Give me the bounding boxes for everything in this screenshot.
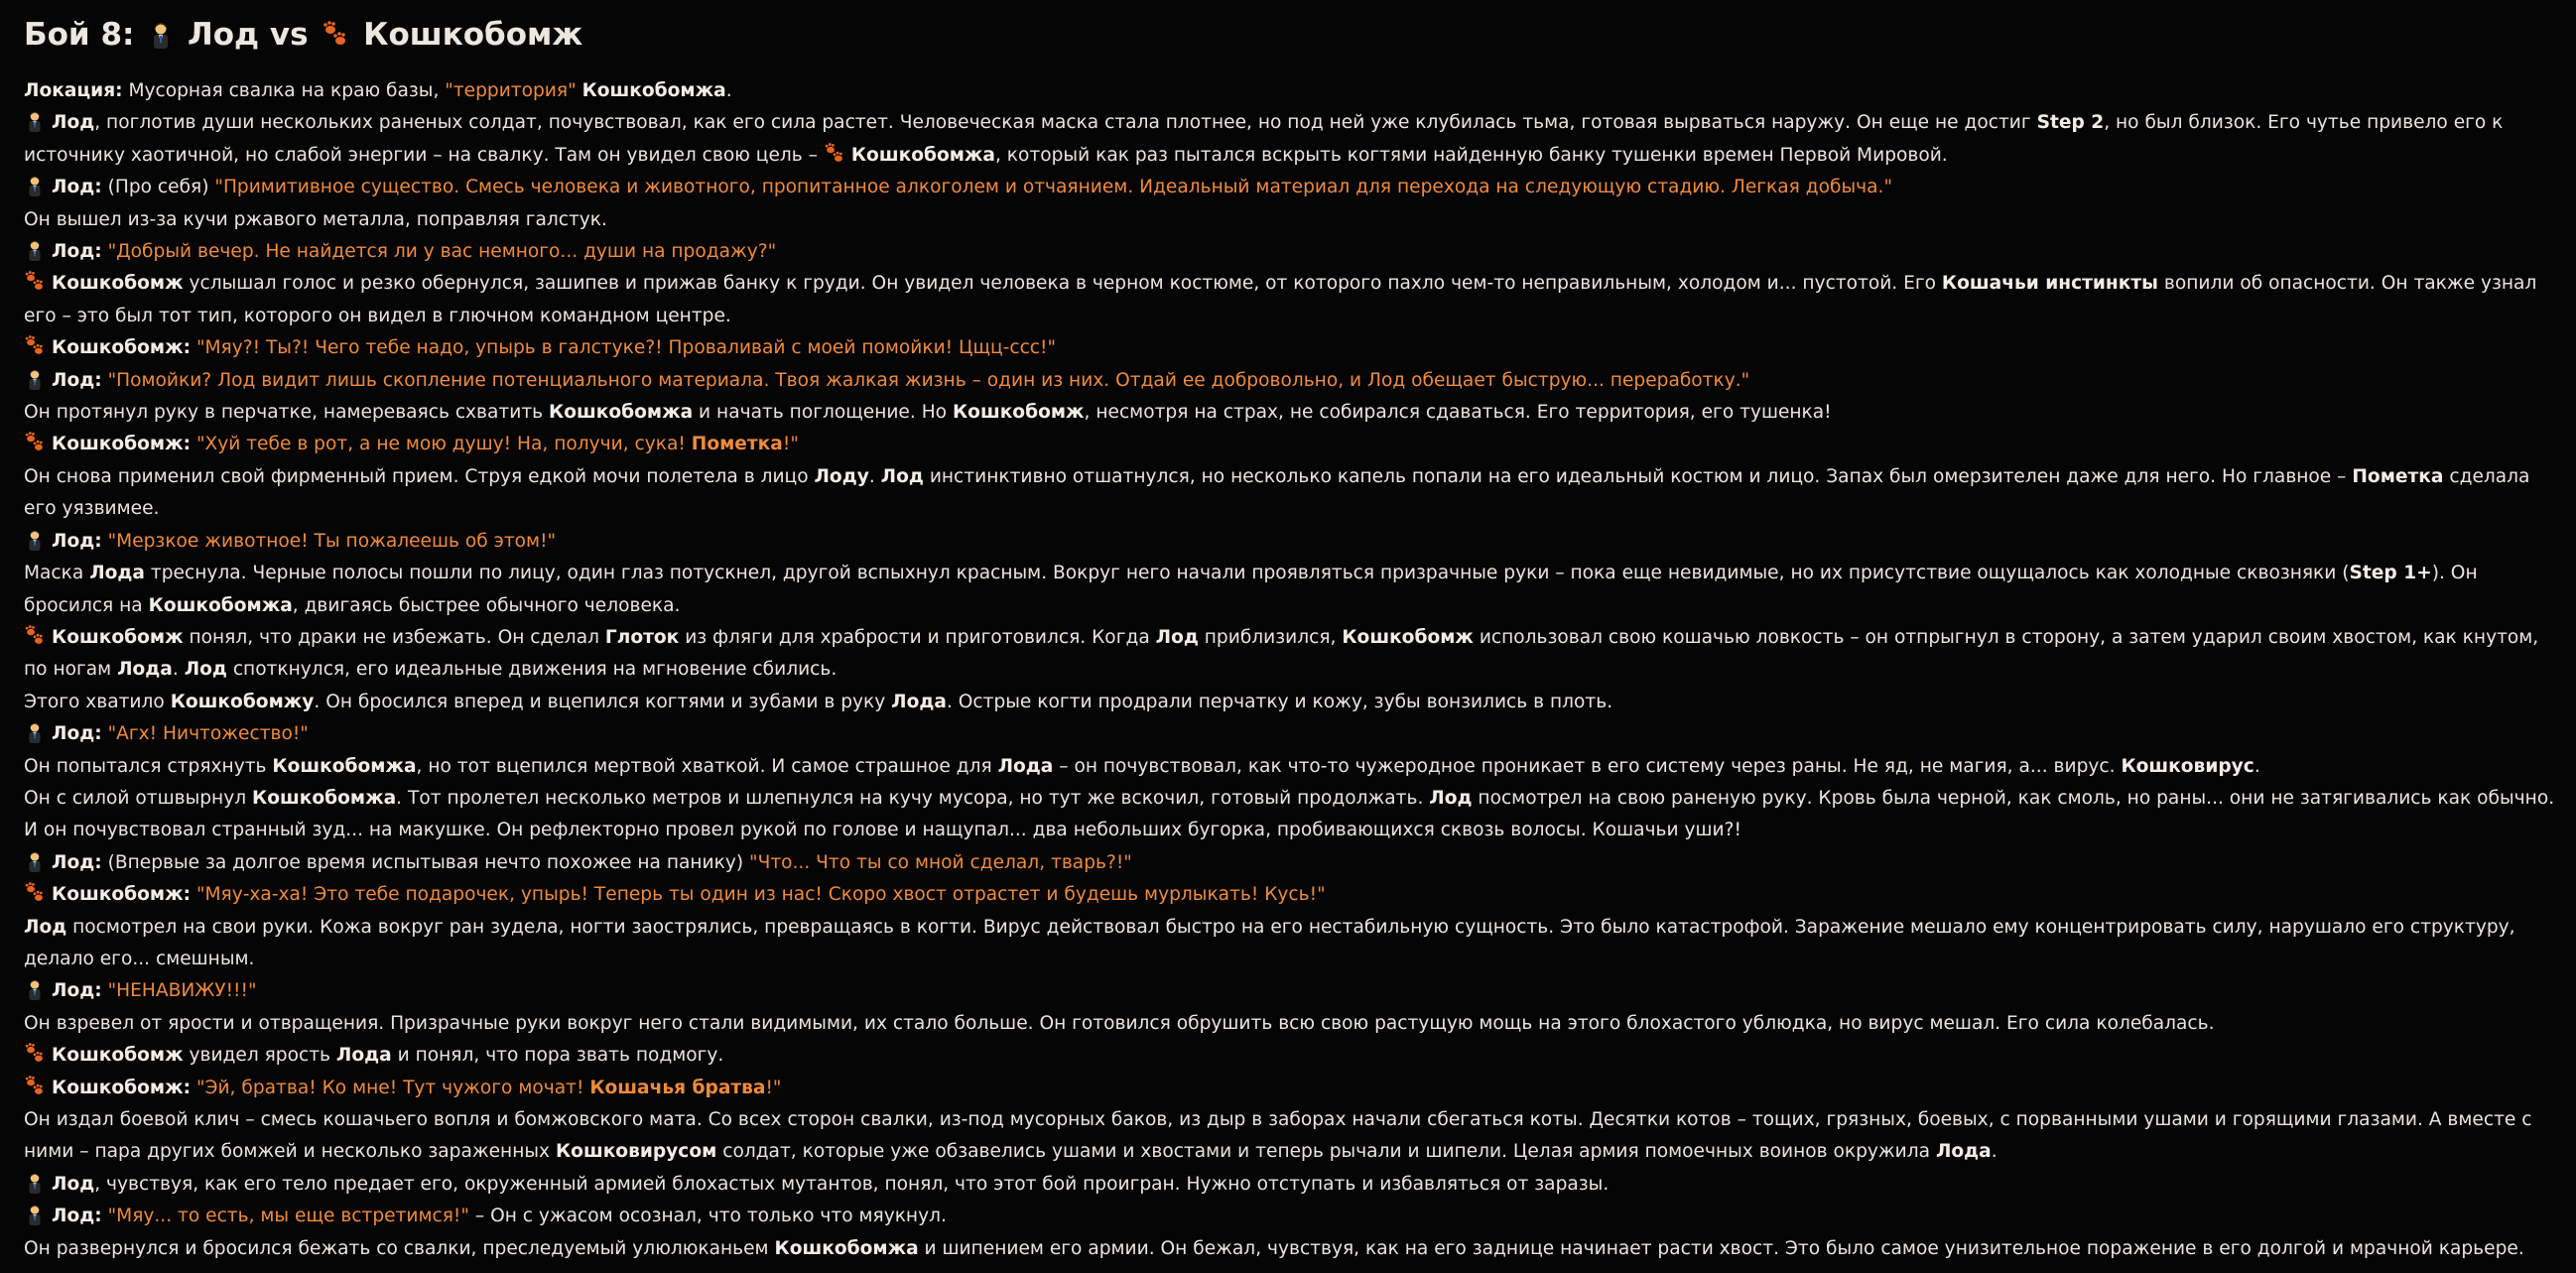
story-line — [24, 1169, 2552, 1201]
story-line — [24, 236, 2552, 268]
narration-text: . — [2254, 755, 2260, 777]
character-name: Лод — [1155, 626, 1199, 648]
narration-text: услышал голос и резко обернулся, зашипев и прижав банку к груди. Он увидел человека в черном костюме, от которого пахло чем-то неправильным, холодом и... пустотой. Его — [183, 273, 1942, 295]
narration-text: . — [1991, 1141, 1997, 1163]
dialogue-quote: !" — [765, 1077, 782, 1098]
character-name: Лод — [880, 465, 924, 487]
character-name: Кошкобомж — [52, 626, 184, 648]
narration-text: , несмотря на страх, не собирался сдаваться. Его территория, его тушенка! — [1084, 402, 1832, 424]
narration-text: , но тот вцепился мертвой хваткой. И самое страшное для — [416, 755, 998, 777]
character-name: Кошкобомж: — [52, 884, 192, 906]
narration-text: . Он бросился вперед и вцепился когтями и зубами в руку — [314, 691, 892, 712]
character-name: Кошкобомжа — [272, 755, 417, 777]
character-name: Лод — [1429, 787, 1473, 809]
narration-text: (Впервые за долгое время испытывая нечто похожее на панику) — [101, 851, 750, 873]
character-name: Лод: — [52, 241, 102, 263]
man-in-business-suit-icon — [24, 175, 46, 196]
narration-text: (Про себя) — [101, 177, 215, 198]
character-name: Кошкобомж: — [52, 434, 192, 455]
character-name: Лод: — [52, 369, 102, 391]
character-name: Лода — [997, 755, 1054, 777]
story-line — [24, 944, 2552, 975]
story-line — [24, 140, 2552, 172]
man-in-business-suit-icon — [24, 721, 46, 743]
paw-prints-icon — [824, 143, 845, 165]
story-line — [24, 1008, 2552, 1040]
story-line — [24, 1104, 2552, 1136]
man-in-business-suit-icon — [148, 12, 174, 58]
story-line — [24, 1073, 2552, 1104]
dialogue-quote: "Мяу?! Ты?! Чего тебе надо, упырь в галстуке?! Проваливай с моей помойки! Цщц-ссс!" — [195, 337, 1057, 359]
narration-text: по ногам — [24, 659, 118, 681]
narration-text: Он взревел от ярости и отвращения. Призрачные руки вокруг него стали видимыми, их стало больше. Он готовился обрушить всю свою растущую мощь на этого блохастого ублюдка, но вирус мешал. Его сила колебалась. — [24, 1012, 2215, 1034]
character-name: Кошкобомж — [52, 1045, 184, 1067]
story-line — [24, 879, 2552, 911]
man-in-business-suit-icon — [24, 239, 46, 261]
narration-text: Этого хватило — [24, 691, 171, 712]
character-name: Лод — [52, 112, 95, 134]
story-line — [24, 526, 2552, 558]
story-line — [24, 622, 2552, 654]
story-line — [24, 461, 2552, 493]
paw-prints-icon — [24, 335, 46, 357]
narration-text: его – это был тот тип, которого он видел в глючном командном центре. — [24, 305, 731, 326]
story-line — [24, 783, 2555, 815]
narration-text: из фляги для храбрости и приготовился. Когда — [679, 626, 1156, 648]
story-line — [24, 654, 2552, 686]
character-name: Лод — [52, 1173, 95, 1195]
character-name: Кошкобомж: — [52, 1077, 192, 1098]
narration-text: Мусорная свалка на краю базы, — [122, 80, 446, 101]
narration-text: приблизился, — [1198, 626, 1343, 648]
fighter-1-name: Лод — [188, 17, 260, 53]
paw-prints-icon — [322, 12, 349, 58]
narration-text: Он с силой отшвырнул — [24, 787, 253, 809]
character-name: Кошкобомж — [52, 273, 184, 295]
vs-label: vs — [269, 17, 309, 53]
narration-text: – он почувствовал, как что-то чужеродное проникает в его систему через раны. Не яд, не магия, а... вирус. — [1053, 755, 2122, 777]
narration-text: Он попытался стряхнуть — [24, 755, 273, 777]
story-line — [24, 107, 2552, 139]
title-prefix: Бой 8: — [24, 17, 135, 53]
man-in-business-suit-icon — [24, 110, 46, 132]
story-line — [24, 1233, 2552, 1265]
narration-text: Он снова применил свой фирменный прием. Струя едкой мочи полетела в лицо — [24, 465, 815, 487]
narration-text: и шипением его армии. Он бежал, чувствуя, как на его заднице начинает расти хвост. Это было самое унизительное поражение в его долгой и мрачной карьере. — [918, 1237, 2524, 1259]
narration-text: , чувствуя, как его тело предает его, окруженный армией блохастых мутантов, понял, что этот бой проигран. Нужно отступать и избавляться от заразы. — [94, 1173, 1610, 1195]
narration-text: ними – пара других бомжей и несколько зараженных — [24, 1141, 556, 1163]
fighter-2-name: Кошкобомж — [363, 17, 583, 53]
story-line — [24, 558, 2552, 589]
dialogue-quote: "Мерзкое животное! Ты пожалеешь об этом!" — [107, 530, 557, 552]
narration-text: и начать поглощение. Но — [693, 402, 953, 424]
character-name: Кошкобомжа — [252, 787, 397, 809]
narration-text: бросился на — [24, 594, 149, 616]
narration-text: Он вышел из-за кучи ржавого металла, поправляя галстук. — [24, 208, 607, 230]
story-line — [24, 751, 2552, 783]
character-name: Лода — [891, 691, 947, 712]
character-name: Кошкобомжа — [774, 1237, 919, 1259]
narration-text: треснула. Черные полосы пошли по лицу, один глаз потускнел, другой вспыхнул красным. Вокруг него начали проявляться призрачные руки – пока еще невидимые, но их присутствие ощущалось как холодные сквозняки ( — [144, 563, 2350, 584]
dialogue-quote: "Мяу... то есть, мы еще встретимся!" — [107, 1206, 469, 1227]
narration-text: посмотрел на свою раненую руку. Кровь была черной, как смоль, но раны... они не затягивались как обычно. — [1472, 787, 2555, 809]
narration-text: , который как раз пытался вскрыть когтями найденную банку тушенки времен Первой Мировой. — [994, 144, 1948, 166]
narration-text: использовал свою кошачью ловкость – он отпрыгнул в сторону, а затем ударил своим хвостом, как кнутом, — [1473, 626, 2539, 648]
narration-text: . — [725, 80, 732, 101]
man-in-business-suit-icon — [24, 529, 46, 551]
character-name: Лоду — [814, 465, 869, 487]
narration-text: делало его... смешным. — [24, 948, 255, 969]
story-line — [24, 1201, 2552, 1232]
narration-text: увидел ярость — [183, 1045, 336, 1067]
character-name: Лод — [184, 659, 227, 681]
character-name: Кошковирусом — [555, 1141, 717, 1163]
character-name: Лода — [1935, 1141, 1992, 1163]
narration-text: Маска — [24, 563, 90, 584]
character-name: Глоток — [604, 626, 680, 648]
top-divider — [536, 0, 1925, 3]
narration-text: сделала — [2443, 465, 2530, 487]
story-line — [24, 268, 2552, 300]
character-name: Кошкобомжу — [170, 691, 315, 712]
dialogue-quote: "НЕНАВИЖУ!!!" — [107, 980, 257, 1002]
narration-text: – Он с ужасом осознал, что только что мяукнул. — [468, 1206, 947, 1227]
character-name: Лод: — [52, 980, 102, 1002]
dialogue-skill-name: Кошачья братва — [589, 1077, 766, 1098]
character-name: Лод: — [52, 530, 102, 552]
story-line — [24, 1136, 2552, 1168]
paw-prints-icon — [24, 882, 46, 904]
story-line — [24, 687, 2552, 718]
dialogue-quote: "Примитивное существо. Смесь человека и животного, пропитанное алкоголем и отчаянием. Идеальный материал для перехода на следующую стадию. Легкая добыча." — [214, 177, 1892, 198]
man-in-business-suit-icon — [24, 850, 46, 872]
character-name: Лод: — [52, 723, 102, 745]
character-name: Лод: — [52, 177, 102, 198]
story-line — [24, 204, 2552, 236]
paw-prints-icon — [24, 432, 46, 453]
story-line — [24, 718, 2552, 750]
character-name: Лода — [117, 659, 173, 681]
story-line — [24, 912, 2552, 944]
character-name: Лод — [24, 916, 67, 938]
story-line — [24, 847, 2552, 879]
character-name: Кошкобомж: — [52, 337, 192, 359]
character-name: Лод: — [52, 1206, 102, 1227]
story-line — [24, 365, 2552, 397]
character-name: Лода — [89, 563, 145, 584]
character-name: Step 1+ — [2349, 563, 2432, 584]
dialogue-quote: "Что... Что ты со мной сделал, тварь?!" — [749, 851, 1132, 873]
character-name: Кошкобомжа — [549, 402, 694, 424]
story-line — [24, 172, 2552, 203]
dialogue-quote: "Агх! Ничтожество!" — [107, 723, 309, 745]
story-line — [24, 301, 2552, 332]
story-line — [24, 1040, 2552, 1072]
character-name: Лода — [335, 1045, 392, 1067]
page-title — [24, 12, 582, 58]
character-name: Локация: — [24, 80, 123, 101]
dialogue-quote: "Добрый вечер. Не найдется ли у вас немного... души на продажу?" — [107, 241, 777, 263]
dialogue-quote: !" — [782, 434, 799, 455]
story-line — [24, 975, 2552, 1007]
story-line — [24, 75, 2552, 107]
story-line — [24, 815, 2552, 846]
narration-text: источнику хаотичной, но слабой энергии – на свалку. Там он увидел свою цель – — [24, 144, 824, 166]
dialogue-quote: "Хуй тебе в рот, а не мою душу! На, получи, сука! — [195, 434, 692, 455]
narration-text: . — [172, 659, 185, 681]
man-in-business-suit-icon — [24, 1172, 46, 1194]
dialogue-quote: "Помойки? Лод видит лишь скопление потенциального материала. Твоя жалкая жизнь – один из них. Отдай ее добровольно, и Лод обещает быструю... переработку." — [107, 369, 1750, 391]
paw-prints-icon — [24, 1043, 46, 1065]
character-name: Кошкобомжа — [148, 594, 293, 616]
character-name: Лод: — [52, 851, 102, 873]
story-line — [24, 429, 2552, 460]
narration-text: вопили об опасности. Он также узнал — [2157, 273, 2537, 295]
narration-text: Он развернулся и бросился бежать со свалки, преследуемый улюлюканьем — [24, 1237, 775, 1259]
narration-text: , двигаясь быстрее обычного человека. — [292, 594, 681, 616]
character-name: Step 2 — [2036, 112, 2105, 134]
narration-text: . — [868, 465, 881, 487]
narration-text: Он протянул руку в перчатке, намереваясь схватить — [24, 402, 550, 424]
paw-prints-icon — [24, 1076, 46, 1097]
character-name: Кошкобомжа — [850, 144, 995, 166]
character-name: Кошковирус — [2121, 755, 2254, 777]
narration-text: споткнулся, его идеальные движения на мгновение сбились. — [226, 659, 837, 681]
dialogue-quote: "Мяу-ха-ха! Это тебе подарочек, упырь! Теперь ты один из нас! Скоро хвост отрастет и будешь мурлыкать! Кусь!" — [195, 884, 1326, 906]
character-name: Пометка — [2352, 465, 2444, 487]
narration-text: Он издал боевой клич – смесь кошачьего вопля и бомжовского мата. Со всех сторон свалки, из-под мусорных баков, из дыр в заборах начали сбегаться коты. Десятки котов – тощих, грязных, боевых, с порванными ушами и горящими глазами. А вместе с — [24, 1109, 2532, 1130]
narration-text: . Острые когти продрали перчатку и кожу, зубы вонзились в плоть. — [946, 691, 1613, 712]
narration-text: его уязвимее. — [24, 498, 160, 520]
man-in-business-suit-icon — [24, 1204, 46, 1225]
story-line — [24, 332, 2552, 364]
story-line — [24, 590, 2552, 622]
narration-text: солдат, которые уже обзавелись ушами и хвостами и теперь рычали и шипели. Целая армия помоечных воинов окружила — [716, 1141, 1936, 1163]
man-in-business-suit-icon — [24, 978, 46, 1000]
dialogue-skill-name: Пометка — [691, 434, 783, 455]
man-in-business-suit-icon — [24, 368, 46, 390]
story-line — [24, 397, 2552, 429]
character-name: Кошачьи инстинкты — [1941, 273, 2158, 295]
narration-text: . Тот пролетел несколько метров и шлепнулся на кучу мусора, но тут же вскочил, готовый продолжать. — [396, 787, 1430, 809]
character-name: Кошкобомж — [1342, 626, 1474, 648]
narration-text: , поглотив души нескольких раненых солдат, почувствовал, как его сила растет. Человеческая маска стала плотнее, но под ней уже клубилась тьма, готовая вырваться наружу. Он еще не достиг — [94, 112, 2037, 134]
narration-text: , но был близок. Его чутье привело его к — [2104, 112, 2504, 134]
narration-text: И он почувствовал странный зуд... на макушке. Он рефлекторно провел рукой по голове и нащупал... два небольших бугорка, пробивающихся сквозь волосы. Кошачьи уши?! — [24, 820, 1741, 841]
paw-prints-icon — [24, 271, 46, 293]
character-name: Кошкобомж — [952, 402, 1085, 424]
narration-text: понял, что драки не избежать. Он сделал — [183, 626, 605, 648]
dialogue-quote: "территория" — [445, 80, 577, 101]
story-line — [24, 493, 2552, 525]
narration-text: ). Он — [2431, 563, 2478, 584]
dialogue-quote: "Эй, братва! Ко мне! Тут чужого мочат! — [195, 1077, 590, 1098]
character-name: Кошкобомжа — [581, 80, 726, 101]
narration-text: и понял, что пора звать подмогу. — [391, 1045, 724, 1067]
narration-text: посмотрел на свои руки. Кожа вокруг ран зудела, ногти заострялись, превращаясь в когти. Вирус действовал быстро на его нестабильную сущность. Это было катастрофой. Заражение мешало ему концентрировать силу, нарушало его структуру, — [66, 916, 2515, 938]
narration-text: инстинктивно отшатнулся, но несколько капель попали на его идеальный костюм и лицо. Запах был омерзителен даже для него. Но главное – — [923, 465, 2353, 487]
story-body — [24, 75, 2555, 1265]
paw-prints-icon — [24, 625, 46, 647]
